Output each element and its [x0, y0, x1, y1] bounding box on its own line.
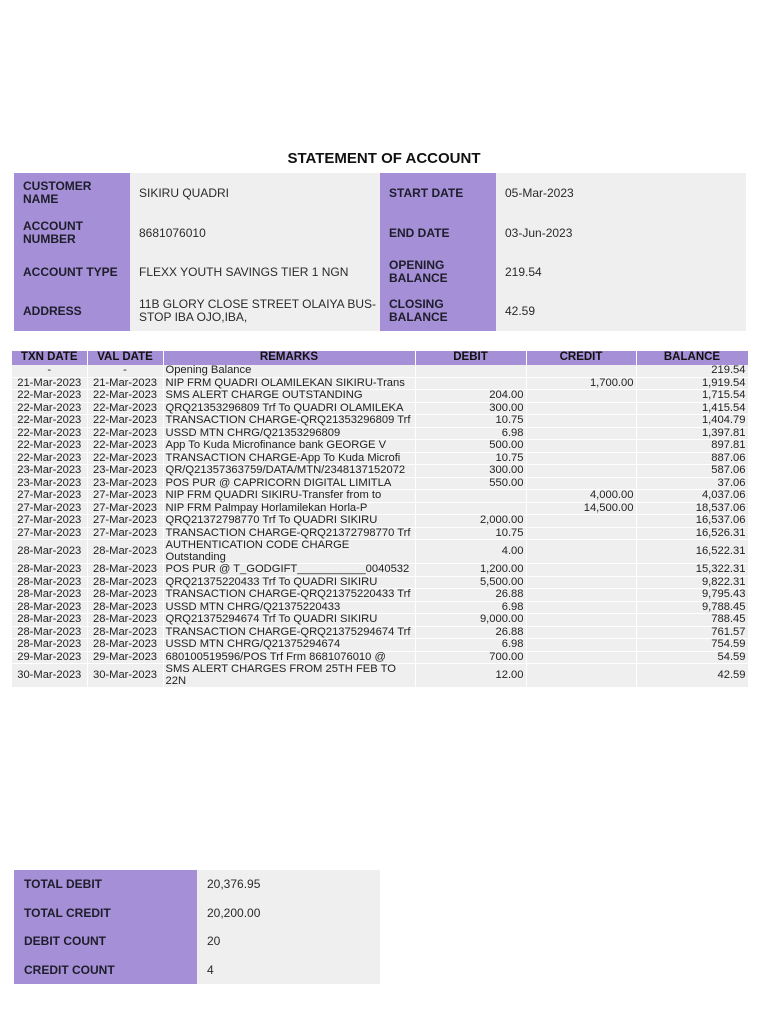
credit-cell [526, 527, 636, 540]
balance-cell: 219.54 [636, 365, 748, 377]
debit-cell: 300.00 [415, 465, 526, 478]
txn-date-cell: 28-Mar-2023 [12, 626, 87, 639]
opening-balance-value: 219.54 [505, 264, 542, 279]
credit-cell [526, 365, 636, 377]
balance-cell: 16,522.31 [636, 540, 748, 564]
table-row [12, 540, 748, 564]
column-header-remarks: REMARKS [163, 351, 415, 365]
val-date-cell: 28-Mar-2023 [87, 614, 163, 627]
remarks-cell: App To Kuda Microfinance bank GEORGE V [163, 440, 415, 453]
table-row [12, 490, 748, 503]
balance-cell: 54.59 [636, 651, 748, 664]
debit-cell: 5,500.00 [415, 576, 526, 589]
credit-cell [526, 601, 636, 614]
credit-cell: 4,000.00 [526, 490, 636, 503]
debit-cell: 700.00 [415, 651, 526, 664]
balance-cell: 1,397.81 [636, 427, 748, 440]
credit-cell: 1,700.00 [526, 377, 636, 390]
credit-cell [526, 664, 636, 688]
summary-row-total-credit [14, 899, 380, 928]
table-row [12, 452, 748, 465]
debit-cell [415, 490, 526, 503]
credit-cell [526, 390, 636, 403]
remarks-cell: AUTHENTICATION CODE CHARGE Outstanding [163, 540, 415, 564]
debit-cell: 6.98 [415, 601, 526, 614]
table-row [12, 515, 748, 528]
credit-cell: 14,500.00 [526, 502, 636, 515]
summary-row-debit-count [14, 927, 380, 956]
txn-date-cell: 22-Mar-2023 [12, 427, 87, 440]
val-date-cell: 28-Mar-2023 [87, 639, 163, 652]
credit-cell [526, 465, 636, 478]
column-header-val-date: VAL DATE [87, 351, 163, 365]
val-date-cell: 27-Mar-2023 [87, 527, 163, 540]
val-date-cell: 22-Mar-2023 [87, 452, 163, 465]
remarks-cell: QR/Q21357363759/DATA/MTN/2348137152072 [163, 465, 415, 478]
closing-balance-value: 42.59 [505, 303, 536, 318]
total-debit-value: 20,376.95 [207, 877, 261, 892]
remarks-cell: SMS ALERT CHARGE OUTSTANDING [163, 390, 415, 403]
txn-date-cell: 28-Mar-2023 [12, 639, 87, 652]
debit-count-label: DEBIT COUNT [14, 927, 197, 956]
table-row [12, 365, 748, 377]
debit-cell: 1,200.00 [415, 564, 526, 577]
debit-cell [415, 502, 526, 515]
credit-cell [526, 564, 636, 577]
txn-date-cell: 27-Mar-2023 [12, 490, 87, 503]
credit-cell [526, 452, 636, 465]
txn-date-cell: 28-Mar-2023 [12, 564, 87, 577]
remarks-cell: QRQ21375294674 Trf To QUADRI SIKIRU [163, 614, 415, 627]
credit-cell [526, 626, 636, 639]
val-date-cell: 27-Mar-2023 [87, 515, 163, 528]
start-date-value: 05-Mar-2023 [505, 185, 574, 200]
customer-name-value: SIKIRU QUADRI [139, 185, 230, 200]
txn-date-cell: 30-Mar-2023 [12, 664, 87, 688]
table-row [12, 402, 748, 415]
credit-cell [526, 402, 636, 415]
txn-date-cell: 22-Mar-2023 [12, 402, 87, 415]
credit-count-value: 4 [207, 962, 214, 977]
debit-cell: 26.88 [415, 626, 526, 639]
account-number-value: 8681076010 [139, 225, 206, 240]
remarks-cell: SMS ALERT CHARGES FROM 25TH FEB TO 22N [163, 664, 415, 688]
credit-cell [526, 589, 636, 602]
txn-date-cell: - [12, 365, 87, 377]
val-date-cell: 28-Mar-2023 [87, 564, 163, 577]
table-header-row [12, 351, 748, 365]
txn-date-cell: 22-Mar-2023 [12, 440, 87, 453]
credit-cell [526, 427, 636, 440]
val-date-cell: 27-Mar-2023 [87, 490, 163, 503]
txn-date-cell: 28-Mar-2023 [12, 589, 87, 602]
txn-date-cell: 28-Mar-2023 [12, 601, 87, 614]
table-row [12, 527, 748, 540]
table-row [12, 415, 748, 428]
table-row [12, 477, 748, 490]
remarks-cell: TRANSACTION CHARGE-QRQ21375220433 Trf [163, 589, 415, 602]
remarks-cell: NIP FRM QUADRI SIKIRU-Transfer from to [163, 490, 415, 503]
opening-balance-label: OPENING BALANCE [380, 252, 496, 292]
txn-date-cell: 22-Mar-2023 [12, 415, 87, 428]
debit-cell: 4.00 [415, 540, 526, 564]
start-date-label: START DATE [380, 173, 496, 213]
debit-cell: 6.98 [415, 639, 526, 652]
balance-cell: 15,322.31 [636, 564, 748, 577]
txn-date-cell: 21-Mar-2023 [12, 377, 87, 390]
debit-cell: 204.00 [415, 390, 526, 403]
val-date-cell: 21-Mar-2023 [87, 377, 163, 390]
account-type-value: FLEXX YOUTH SAVINGS TIER 1 NGN [139, 264, 349, 279]
txn-date-cell: 28-Mar-2023 [12, 576, 87, 589]
val-date-cell: 22-Mar-2023 [87, 427, 163, 440]
val-date-cell: 28-Mar-2023 [87, 601, 163, 614]
page-title: STATEMENT OF ACCOUNT [287, 150, 481, 167]
credit-cell [526, 614, 636, 627]
balance-cell: 897.81 [636, 440, 748, 453]
column-header-balance: BALANCE [636, 351, 748, 365]
table-row [12, 576, 748, 589]
column-header-txn-date: TXN DATE [12, 351, 87, 365]
balance-cell: 1,919.54 [636, 377, 748, 390]
balance-cell: 9,822.31 [636, 576, 748, 589]
table-row [12, 614, 748, 627]
customer-name-label: CUSTOMER NAME [14, 173, 130, 213]
txn-date-cell: 27-Mar-2023 [12, 515, 87, 528]
table-row [12, 639, 748, 652]
balance-cell: 587.06 [636, 465, 748, 478]
end-date-value: 03-Jun-2023 [505, 225, 573, 240]
credit-cell [526, 477, 636, 490]
val-date-cell: 22-Mar-2023 [87, 390, 163, 403]
val-date-cell: 28-Mar-2023 [87, 576, 163, 589]
remarks-cell: USSD MTN CHRG/Q21353296809 [163, 427, 415, 440]
balance-cell: 16,537.06 [636, 515, 748, 528]
account-info-panel [14, 173, 746, 331]
account-number-label: ACCOUNT NUMBER [14, 213, 130, 253]
table-row [12, 390, 748, 403]
txn-date-cell: 28-Mar-2023 [12, 540, 87, 564]
debit-cell [415, 365, 526, 377]
remarks-cell: TRANSACTION CHARGE-QRQ21353296809 Trf [163, 415, 415, 428]
val-date-cell: 29-Mar-2023 [87, 651, 163, 664]
balance-cell: 788.45 [636, 614, 748, 627]
balance-cell: 16,526.31 [636, 527, 748, 540]
val-date-cell: 28-Mar-2023 [87, 540, 163, 564]
debit-cell: 2,000.00 [415, 515, 526, 528]
table-row [12, 664, 748, 688]
debit-cell: 300.00 [415, 402, 526, 415]
val-date-cell: 22-Mar-2023 [87, 440, 163, 453]
table-row [12, 564, 748, 577]
val-date-cell: 22-Mar-2023 [87, 415, 163, 428]
credit-cell [526, 651, 636, 664]
val-date-cell: 28-Mar-2023 [87, 626, 163, 639]
debit-cell: 6.98 [415, 427, 526, 440]
txn-date-cell: 28-Mar-2023 [12, 614, 87, 627]
transactions-table [12, 351, 749, 688]
txn-date-cell: 22-Mar-2023 [12, 452, 87, 465]
remarks-cell: Opening Balance [163, 365, 415, 377]
credit-cell [526, 415, 636, 428]
remarks-cell: NIP FRM Palmpay Horlamilekan Horla-P [163, 502, 415, 515]
credit-cell [526, 639, 636, 652]
credit-count-label: CREDIT COUNT [14, 956, 197, 985]
credit-cell [526, 515, 636, 528]
remarks-cell: USSD MTN CHRG/Q21375294674 [163, 639, 415, 652]
balance-cell: 1,715.54 [636, 390, 748, 403]
val-date-cell: 27-Mar-2023 [87, 502, 163, 515]
remarks-cell: QRQ21353296809 Trf To QUADRI OLAMILEKA [163, 402, 415, 415]
table-row [12, 626, 748, 639]
table-row [12, 502, 748, 515]
remarks-cell: POS PUR @ CAPRICORN DIGITAL LIMITLA [163, 477, 415, 490]
val-date-cell: 23-Mar-2023 [87, 477, 163, 490]
txn-date-cell: 27-Mar-2023 [12, 502, 87, 515]
txn-date-cell: 27-Mar-2023 [12, 527, 87, 540]
balance-cell: 9,788.45 [636, 601, 748, 614]
val-date-cell: 30-Mar-2023 [87, 664, 163, 688]
debit-cell: 10.75 [415, 527, 526, 540]
table-row [12, 440, 748, 453]
balance-cell: 37.06 [636, 477, 748, 490]
column-header-debit: DEBIT [415, 351, 526, 365]
remarks-cell: QRQ21372798770 Trf To QUADRI SIKIRU [163, 515, 415, 528]
summary-row-credit-count [14, 956, 380, 985]
txn-date-cell: 23-Mar-2023 [12, 477, 87, 490]
total-credit-label: TOTAL CREDIT [14, 899, 197, 928]
balance-cell: 887.06 [636, 452, 748, 465]
table-row [12, 377, 748, 390]
balance-cell: 761.57 [636, 626, 748, 639]
debit-cell: 9,000.00 [415, 614, 526, 627]
remarks-cell: TRANSACTION CHARGE-App To Kuda Microfi [163, 452, 415, 465]
debit-count-value: 20 [207, 934, 221, 949]
val-date-cell: - [87, 365, 163, 377]
balance-cell: 754.59 [636, 639, 748, 652]
summary-panel [14, 870, 380, 984]
txn-date-cell: 29-Mar-2023 [12, 651, 87, 664]
table-row [12, 427, 748, 440]
address-value: 11B GLORY CLOSE STREET OLAIYA BUS-STOP IBA OJO,IBA, [139, 297, 376, 324]
debit-cell: 10.75 [415, 452, 526, 465]
debit-cell: 500.00 [415, 440, 526, 453]
table-row [12, 465, 748, 478]
val-date-cell: 22-Mar-2023 [87, 402, 163, 415]
txn-date-cell: 22-Mar-2023 [12, 390, 87, 403]
remarks-cell: TRANSACTION CHARGE-QRQ21375294674 Trf [163, 626, 415, 639]
remarks-cell: POS PUR @ T_GODGIFT___________0040532 [163, 564, 415, 577]
table-row [12, 589, 748, 602]
credit-cell [526, 576, 636, 589]
balance-cell: 18,537.06 [636, 502, 748, 515]
table-row [12, 601, 748, 614]
debit-cell: 26.88 [415, 589, 526, 602]
credit-cell [526, 440, 636, 453]
total-debit-label: TOTAL DEBIT [14, 870, 197, 899]
val-date-cell: 23-Mar-2023 [87, 465, 163, 478]
account-type-label: ACCOUNT TYPE [14, 252, 130, 292]
remarks-cell: 680100519596/POS Trf Frm 8681076010 @ [163, 651, 415, 664]
remarks-cell: QRQ21375220433 Trf To QUADRI SIKIRU [163, 576, 415, 589]
table-row [12, 651, 748, 664]
column-header-credit: CREDIT [526, 351, 636, 365]
remarks-cell: USSD MTN CHRG/Q21375220433 [163, 601, 415, 614]
debit-cell: 550.00 [415, 477, 526, 490]
closing-balance-label: CLOSING BALANCE [380, 291, 496, 331]
balance-cell: 1,415.54 [636, 402, 748, 415]
balance-cell: 1,404.79 [636, 415, 748, 428]
address-label: ADDRESS [14, 291, 130, 331]
total-credit-value: 20,200.00 [207, 905, 261, 920]
remarks-cell: TRANSACTION CHARGE-QRQ21372798770 Trf [163, 527, 415, 540]
val-date-cell: 28-Mar-2023 [87, 589, 163, 602]
txn-date-cell: 23-Mar-2023 [12, 465, 87, 478]
debit-cell: 10.75 [415, 415, 526, 428]
summary-row-total-debit [14, 870, 380, 899]
balance-cell: 42.59 [636, 664, 748, 688]
debit-cell: 12.00 [415, 664, 526, 688]
balance-cell: 4,037.06 [636, 490, 748, 503]
end-date-label: END DATE [380, 213, 496, 253]
credit-cell [526, 540, 636, 564]
debit-cell [415, 377, 526, 390]
balance-cell: 9,795.43 [636, 589, 748, 602]
remarks-cell: NIP FRM QUADRI OLAMILEKAN SIKIRU-Trans [163, 377, 415, 390]
transactions-body [12, 365, 748, 688]
